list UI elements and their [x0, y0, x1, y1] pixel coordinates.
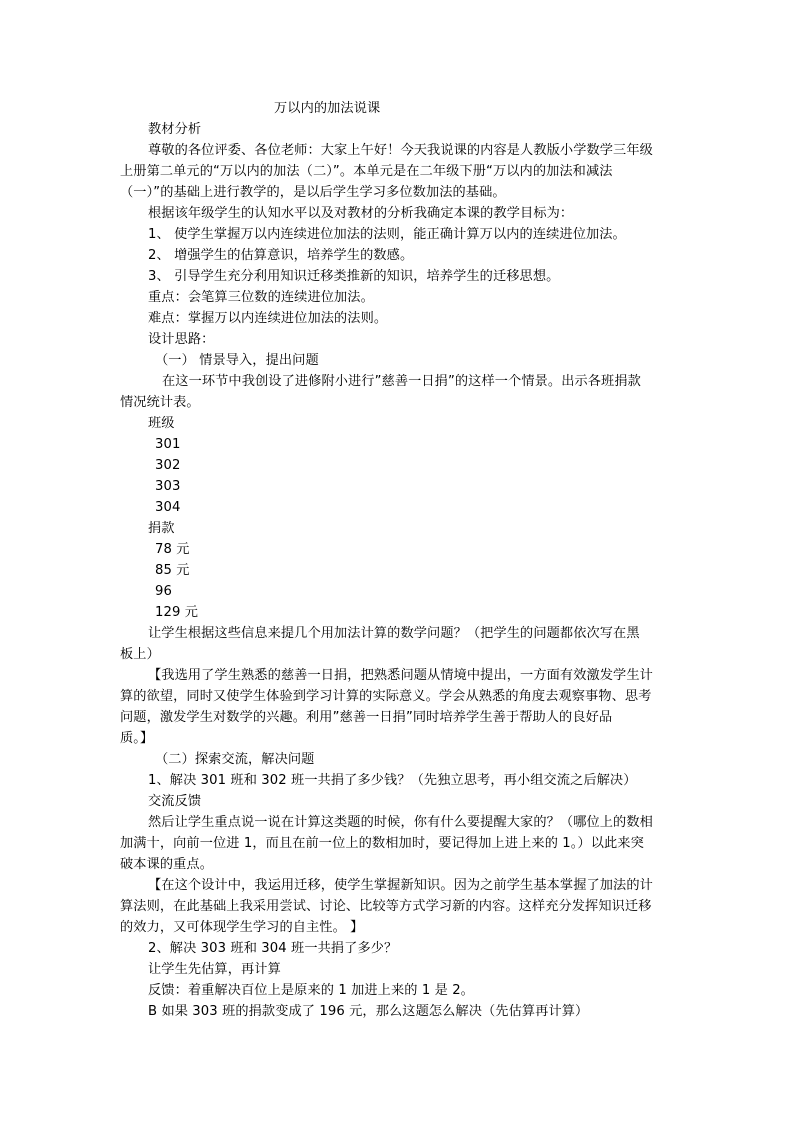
goal-item-2: 2、 增强学生的估算意识，培养学生的数感。	[148, 248, 414, 263]
table-amount-cell: 96	[155, 584, 172, 599]
table-class-cell: 303	[155, 479, 181, 494]
question-text-1: 让学生根据这些信息来提几个用加法计算的数学问题？（把学生的问题都依次写在黑	[148, 626, 640, 641]
goal-item-1: 1、 使学生掌握万以内连续进位加法的法则，能正确计算万以内的连续进位加法。	[148, 227, 626, 242]
extension-question: B 如果 303 班的捐款变成了 196 元，那么这题怎么解决（先估算再计算）	[148, 1004, 589, 1019]
feedback-label: 交流反馈	[148, 794, 202, 809]
task2: 2、解决 303 班和 304 班一共捐了多少？	[148, 941, 398, 956]
table-amount-cell: 78 元	[155, 542, 190, 557]
document-title: 万以内的加法说课	[274, 101, 381, 116]
table-class-header: 班级	[148, 416, 175, 431]
comment1-line-3: 问题，激发学生对数学的兴趣。利用”慈善一日捐”同时培养学生善于帮助人的良好品	[120, 710, 613, 725]
table-class-cell: 304	[155, 500, 181, 515]
table-class-cell: 302	[155, 458, 181, 473]
feedback-text-3: 破本课的重点。	[120, 857, 214, 872]
feedback2: 反馈：着重解决百位上是原来的 1 加进上来的 1 是 2。	[148, 983, 474, 998]
comment1-line-4: 质。】	[120, 731, 154, 746]
comment1-line-2: 算的欲望，同时又使学生体验到学习计算的实际意义。学会从熟悉的角度去观察事物、思考	[120, 689, 652, 704]
difficult-point: 难点：掌握万以内连续进位加法的法则。	[148, 311, 388, 326]
feedback-text-1: 然后让学生重点说一说在计算这类题的时候，你有什么要提醒大家的？（哪位上的数相	[148, 815, 653, 830]
table-amount-cell: 129 元	[155, 605, 199, 620]
table-class-cell: 301	[155, 437, 181, 452]
part1-text-2: 情况统计表。	[120, 395, 200, 410]
part2-heading: （二）探索交流，解决问题	[155, 752, 315, 767]
table-amount-header: 捐款	[148, 521, 175, 536]
section-heading: 教材分析	[148, 122, 202, 137]
task1: 1、解决 301 班和 302 班一共捐了多少钱？（先独立思考，再小组交流之后解决）	[148, 773, 637, 788]
intro-line-1: 尊敬的各位评委、各位老师：大家上午好！今天我说课的内容是人教版小学数学三年级	[148, 143, 653, 158]
intro-line-3: （一）”的基础上进行教学的，是以后学生学习多位数加法的基础。	[120, 185, 506, 200]
comment1-line-1: 【我选用了学生熟悉的慈善一日捐，把熟悉问题从情境中提出，一方面有效激发学生计	[148, 668, 653, 683]
table-amount-cell: 85 元	[155, 563, 190, 578]
feedback-text-2: 加满十，向前一位进 1，而且在前一位上的数相加时，要记得加上进上来的 1。）以此来突	[120, 836, 644, 851]
key-point: 重点：会笔算三位数的连续进位加法。	[148, 290, 374, 305]
design-label: 设计思路：	[148, 332, 215, 347]
goal-item-3: 3、 引导学生充分利用知识迁移类推新的知识，培养学生的迁移思想。	[148, 269, 560, 284]
part1-heading: （一） 情景导入，提出问题	[155, 353, 319, 368]
estimate-text: 让学生先估算，再计算	[148, 962, 281, 977]
question-text-2: 板上）	[120, 647, 160, 662]
comment2-line-1: 【在这个设计中，我运用迁移，使学生掌握新知识。因为之前学生基本掌握了加法的计	[148, 878, 653, 893]
part1-text-1: 在这一环节中我创设了进修附小进行”慈善一日捐”的这样一个情景。出示各班捐款	[162, 374, 641, 389]
intro-line-2: 上册第二单元的“万以内的加法（二）”。本单元是在二年级下册“万以内的加法和减法	[120, 164, 613, 179]
comment2-line-3: 的效力，又可体现学生学习的自主性。 】	[120, 920, 364, 935]
goals-intro: 根据该年级学生的认知水平以及对教材的分析我确定本课的教学目标为：	[148, 206, 574, 221]
comment2-line-2: 算法则，在此基础上我采用尝试、讨论、比较等方式学习新的内容。这样充分发挥知识迁移	[120, 899, 652, 914]
